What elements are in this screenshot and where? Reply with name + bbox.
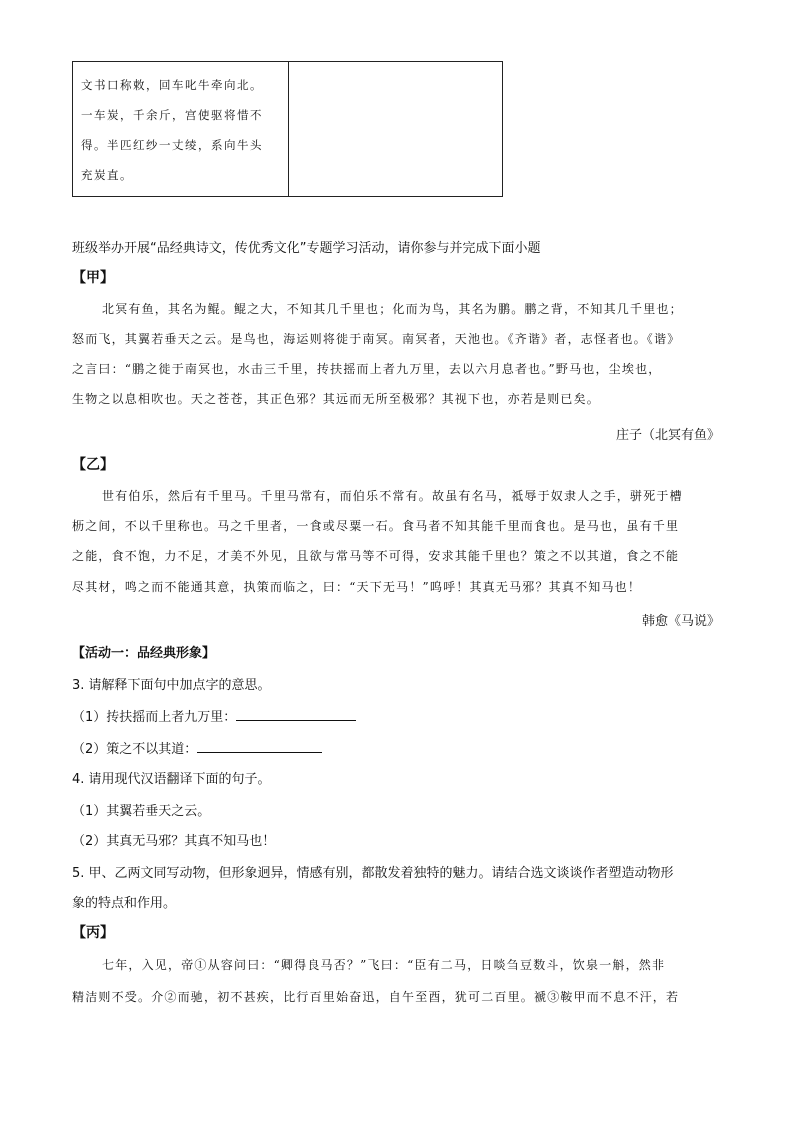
question-3: 3. 请解释下面句中加点字的意思。 [72,678,271,693]
yi-line: 枥之间，不以千里称也。马之千里者，一食或尽粟一石。食马者不知其能千里而食也。是马也，虽有千里 [72,519,680,533]
table-line: 充炭直。 [81,168,133,182]
top-table [72,61,503,197]
jia-source: 庄子（北冥有鱼》 [615,428,720,443]
intro-text: 班级举办开展“品经典诗文，传优秀文化”专题学习活动，请你参与并完成下面小题 [72,241,541,256]
answer-blank[interactable] [236,708,356,721]
bing-line: 七年，入见，帝①从容问曰：“卿得良马否？”飞曰：“臣有二马，日啖刍豆数斗，饮泉一斛，然非 [102,958,666,972]
table-line: 文书口称敕，回车叱牛牵向北。 [81,78,263,92]
table-left-cell [81,70,285,190]
question-4-item-1: （1）其翼若垂天之云。 [72,804,211,819]
activity-heading: 【活动一：品经典形象】 [72,646,216,661]
bing-line: 精洁则不受。介②而驰，初不甚疾，比行百里始奋迅，自午至酉，犹可二百里。褫③鞍甲而不息不汗，若 [72,990,680,1004]
yi-line: 世有伯乐，然后有千里马。千里马常有，而伯乐不常有。故虽有名马，祗辱于奴隶人之手，骈死于槽 [102,489,683,503]
section-jia-label: 【甲】 [72,270,114,286]
question-3-item-1-text: （1）抟扶摇而上者九万里： [72,710,237,725]
section-bing-label: 【丙】 [72,925,114,941]
question-4: 4. 请用现代汉语翻译下面的句子。 [72,772,271,787]
question-4-item-2: （2）其真无马邪？其真不知马也！ [72,834,276,849]
question-5-line-1: 5. 甲、乙两文同写动物，但形象迥异，情感有别，都散发着独特的魅力。请结合选文谈谈作者塑造动物形 [72,866,674,881]
table-line: 一车炭，千余斤，宫使驱将惜不 [81,108,263,122]
yi-line: 尽其材，鸣之而不能通其意，执策而临之，曰：“天下无马！”呜呼！其真无马邪？其真不知马也！ [72,580,642,594]
question-3-item-1 [72,706,356,725]
answer-blank[interactable] [197,740,322,753]
jia-line: 北冥有鱼，其名为鲲。鲲之大，不知其几千里也；化而为鸟，其名为鹏。鹏之背，不知其几千里也； [102,302,683,316]
section-yi-label: 【乙】 [72,457,114,473]
yi-source: 韩愈《马说》 [641,614,720,629]
jia-line: 怒而飞，其翼若垂天之云。是鸟也，海运则将徙于南冥。南冥者，天池也。《齐谐》者，志怪者也。《谐》 [72,332,681,346]
table-line: 得。半匹红纱一丈绫，系向牛头 [81,138,263,152]
question-5-line-2: 象的特点和作用。 [72,896,177,911]
table-column-divider [288,62,289,196]
question-3-item-2 [72,738,322,757]
question-3-item-2-text: （2）策之不以其道： [72,742,198,757]
yi-line: 之能，食不饱，力不足，才美不外见，且欲与常马等不可得，安求其能千里也？策之不以其道，食之不能 [72,549,680,563]
jia-line: 生物之以息相吹也。天之苍苍，其正色邪？其远而无所至极邪？其视下也，亦若是则已矣。 [72,392,601,406]
jia-line: 之言曰：“鹏之徙于南冥也，水击三千里，抟扶摇而上者九万里，去以六月息者也。”野马也，尘埃也， [72,362,662,376]
